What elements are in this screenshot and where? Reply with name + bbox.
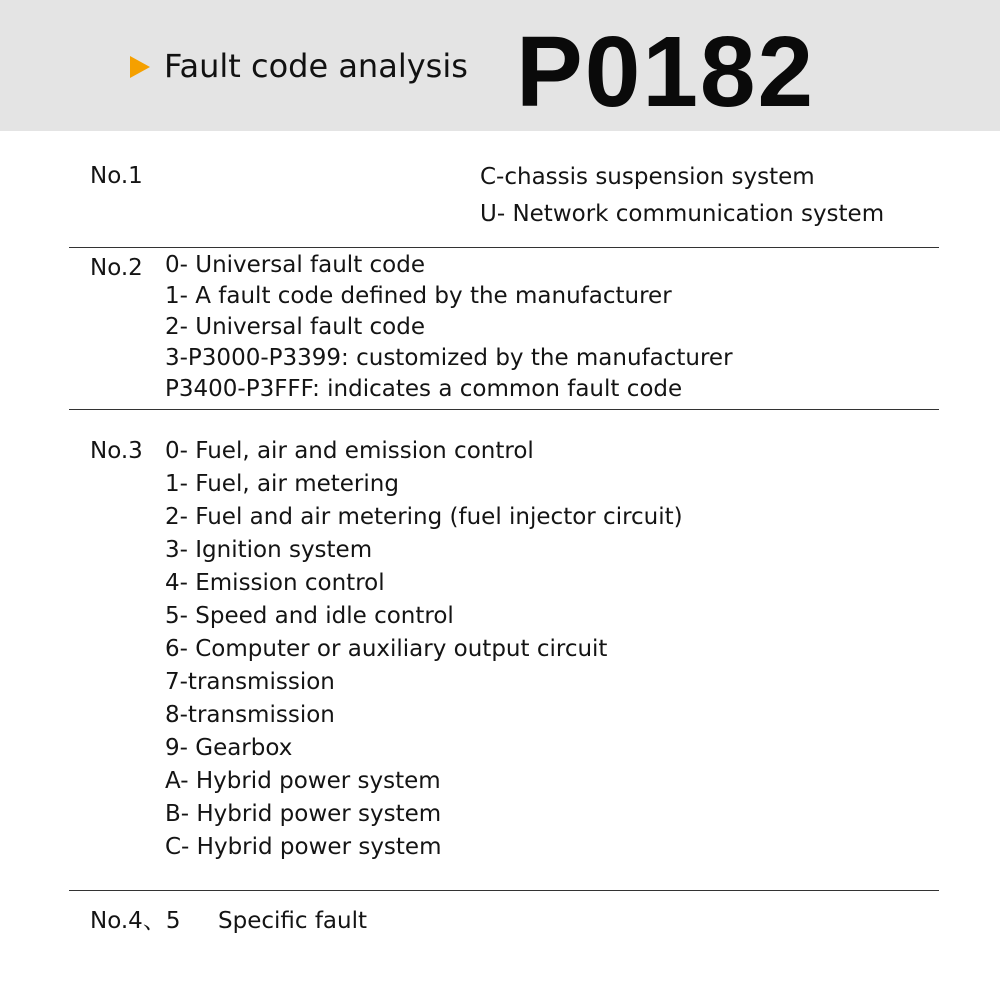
header-label: Fault code analysis [164,47,468,85]
header-banner [0,0,1000,131]
section-no1-label: No.1 [90,163,143,189]
list-item: 2- Fuel and air metering (fuel injector circuit) [165,504,683,530]
list-item: A- Hybrid power system [165,768,441,794]
list-item: P3400-P3FFF: indicates a common fault code [165,376,683,402]
list-item: C- Hybrid power system [165,834,442,860]
list-item: 4- Emission control [165,570,385,596]
section-no1-item: C-chassis suspension system [480,164,815,190]
list-item: 5- Speed and idle control [165,603,454,629]
divider [69,247,939,248]
list-item: 1- Fuel, air metering [165,471,399,497]
section-no2-list [165,250,733,405]
section-no2-label: No.2 [90,255,143,281]
list-item: B- Hybrid power system [165,801,442,827]
section-no1-item: U- Network communication system [480,201,885,227]
list-item: 0- Universal fault code [165,252,425,278]
list-item: 1- A fault code defined by the manufacturer [165,283,672,309]
section-no45-text: Specific fault [218,908,368,934]
section-no3-label: No.3 [90,438,143,464]
list-item: 9- Gearbox [165,735,293,761]
divider [69,409,939,410]
section-no45-label: No.4、5 [90,908,181,934]
list-item: 7-transmission [165,669,335,695]
list-item: 6- Computer or auxiliary output circuit [165,636,608,662]
list-item: 0- Fuel, air and emission control [165,438,534,464]
fault-code: P0182 [516,16,816,128]
divider [69,890,939,891]
list-item: 8-transmission [165,702,335,728]
triangle-right-icon [130,56,150,78]
section-no3-list [165,435,683,864]
list-item: 3-P3000-P3399: customized by the manufacturer [165,345,733,371]
list-item: 2- Universal fault code [165,314,425,340]
list-item: 3- Ignition system [165,537,373,563]
